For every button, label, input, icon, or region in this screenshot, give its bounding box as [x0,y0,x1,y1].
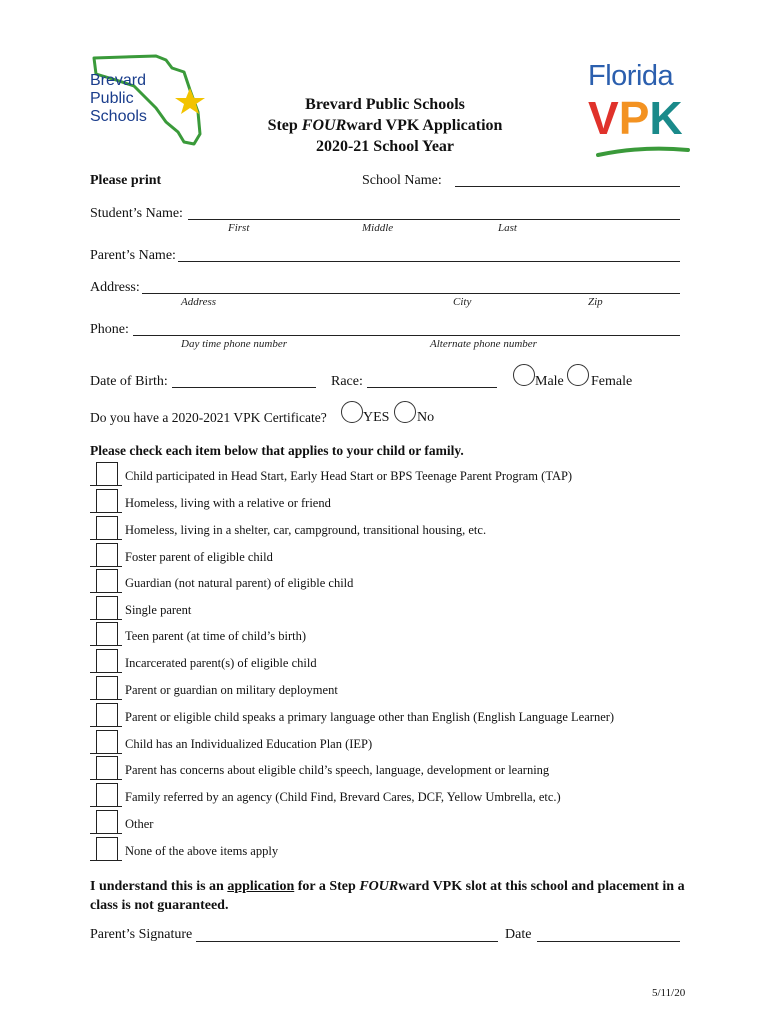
phone-daytime-caption: Day time phone number [181,338,288,350]
parent-name-label: Parent’s Name: [90,248,176,263]
male-label: Male [535,374,564,389]
checklist-item-label: Parent or eligible child speaks a primary language other than English (English Language Learner) [125,710,615,724]
checklist-item-label: None of the above items apply [125,844,279,858]
certificate-no-label: No [417,410,435,425]
acknowledgement-emphasis: FOUR [359,879,399,894]
checklist-item[interactable] [90,489,710,513]
checklist-item-label: Foster parent of eligible child [125,550,273,564]
date-field[interactable] [537,941,680,942]
student-first-caption: First [228,222,250,234]
checklist-item[interactable] [90,730,710,754]
student-middle-caption: Middle [362,222,394,234]
student-name-field[interactable] [188,219,680,220]
checkbox[interactable] [96,703,118,727]
school-name-field[interactable] [455,186,680,187]
vpk-logo-top: Florida [588,60,674,92]
certificate-yes-radio[interactable] [341,401,363,423]
signature-field[interactable] [196,941,498,942]
checklist-item[interactable] [90,543,710,567]
male-radio[interactable] [513,364,535,386]
please-print-label: Please print [90,173,162,188]
checklist-item[interactable] [90,810,710,834]
phone-field[interactable] [133,335,680,336]
checklist-item-label: Other [125,817,154,831]
checkbox[interactable] [96,569,118,593]
address-zip-caption: Zip [588,296,603,308]
district-logo-text: Brevard Public Schools [90,72,147,125]
checkbox[interactable] [96,649,118,673]
signature-label: Parent’s Signature [90,927,193,942]
phone-label: Phone: [90,322,129,337]
address-field[interactable] [142,293,680,294]
certificate-yes-label: YES [363,410,390,425]
checklist-item[interactable] [90,596,710,620]
race-label: Race: [331,374,363,389]
address-label: Address: [90,280,140,295]
checklist-item-label: Family referred by an agency (Child Find, Brevard Cares, DCF, Yellow Umbrella, etc.) [125,790,561,804]
checklist-item-label: Incarcerated parent(s) of eligible child [125,656,317,670]
checklist-heading: Please check each item below that applies to your child or family. [90,443,464,458]
dob-field[interactable] [172,387,316,388]
checklist-item[interactable] [90,676,710,700]
address-street-caption: Address [181,296,217,308]
checklist-item[interactable] [90,756,710,780]
race-field[interactable] [367,387,497,388]
checklist-item-label: Single parent [125,603,192,617]
checklist-item[interactable] [90,622,710,646]
vpk-logo [588,60,688,160]
female-radio[interactable] [567,364,589,386]
checklist-item[interactable] [90,649,710,673]
checkbox[interactable] [96,676,118,700]
parent-name-field[interactable] [178,261,680,262]
checklist-item-label: Parent or guardian on military deployment [125,683,338,697]
checkbox[interactable] [96,489,118,513]
address-city-caption: City [453,296,472,308]
checkbox[interactable] [96,756,118,780]
acknowledgement-statement: I understand this is an application for a Step FOURward VPK slot at this school and placement in a class is not guaranteed. [90,879,685,913]
checklist-item-label: Child participated in Head Start, Early Head Start or BPS Teenage Parent Program (TAP) [125,469,573,483]
checkbox[interactable] [96,783,118,807]
revision-date: 5/11/20 [652,987,686,999]
checkbox[interactable] [96,543,118,567]
student-name-label: Student’s Name: [90,206,183,221]
title-emphasis: FOUR [301,117,347,134]
checklist-item-label: Homeless, living with a relative or friend [125,496,331,510]
school-name-label: School Name: [362,173,442,188]
checkbox[interactable] [96,837,118,861]
checkbox[interactable] [96,622,118,646]
title-line-2: Step FOURward VPK Application [267,117,503,134]
checklist-item[interactable] [90,703,710,727]
certificate-no-radio[interactable] [394,401,416,423]
dob-label: Date of Birth: [90,374,168,389]
checklist-item[interactable] [90,516,710,540]
vpk-letter-v: V [588,92,619,144]
checkbox[interactable] [96,730,118,754]
checklist-item[interactable] [90,462,710,486]
title-line-1: Brevard Public Schools [305,96,465,113]
checkbox[interactable] [96,462,118,486]
checklist-item-label: Homeless, living in a shelter, car, campground, transitional housing, etc. [125,523,487,537]
certificate-question: Do you have a 2020-2021 VPK Certificate? [90,410,327,425]
vpk-letter-k: K [649,92,683,144]
checkbox[interactable] [96,596,118,620]
female-label: Female [591,374,633,389]
checklist-item-label: Guardian (not natural parent) of eligible child [125,576,354,590]
checklist-item-label: Child has an Individualized Education Plan (IEP) [125,737,373,751]
phone-alternate-caption: Alternate phone number [430,338,537,350]
student-last-caption: Last [498,222,517,234]
vpk-letter-p: P [618,92,650,144]
title-line-3: 2020-21 School Year [315,138,455,155]
checkbox[interactable] [96,810,118,834]
checkbox[interactable] [96,516,118,540]
checklist-item[interactable] [90,783,710,807]
vpk-swoosh-icon [596,145,696,159]
checklist-item-label: Parent has concerns about eligible child’s speech, language, development or learning [125,763,550,777]
checklist-item[interactable] [90,569,710,593]
checklist-item[interactable] [90,837,710,861]
date-label: Date [505,927,532,942]
application-word: application [227,879,295,894]
checklist-item-label: Teen parent (at time of child’s birth) [125,629,307,643]
